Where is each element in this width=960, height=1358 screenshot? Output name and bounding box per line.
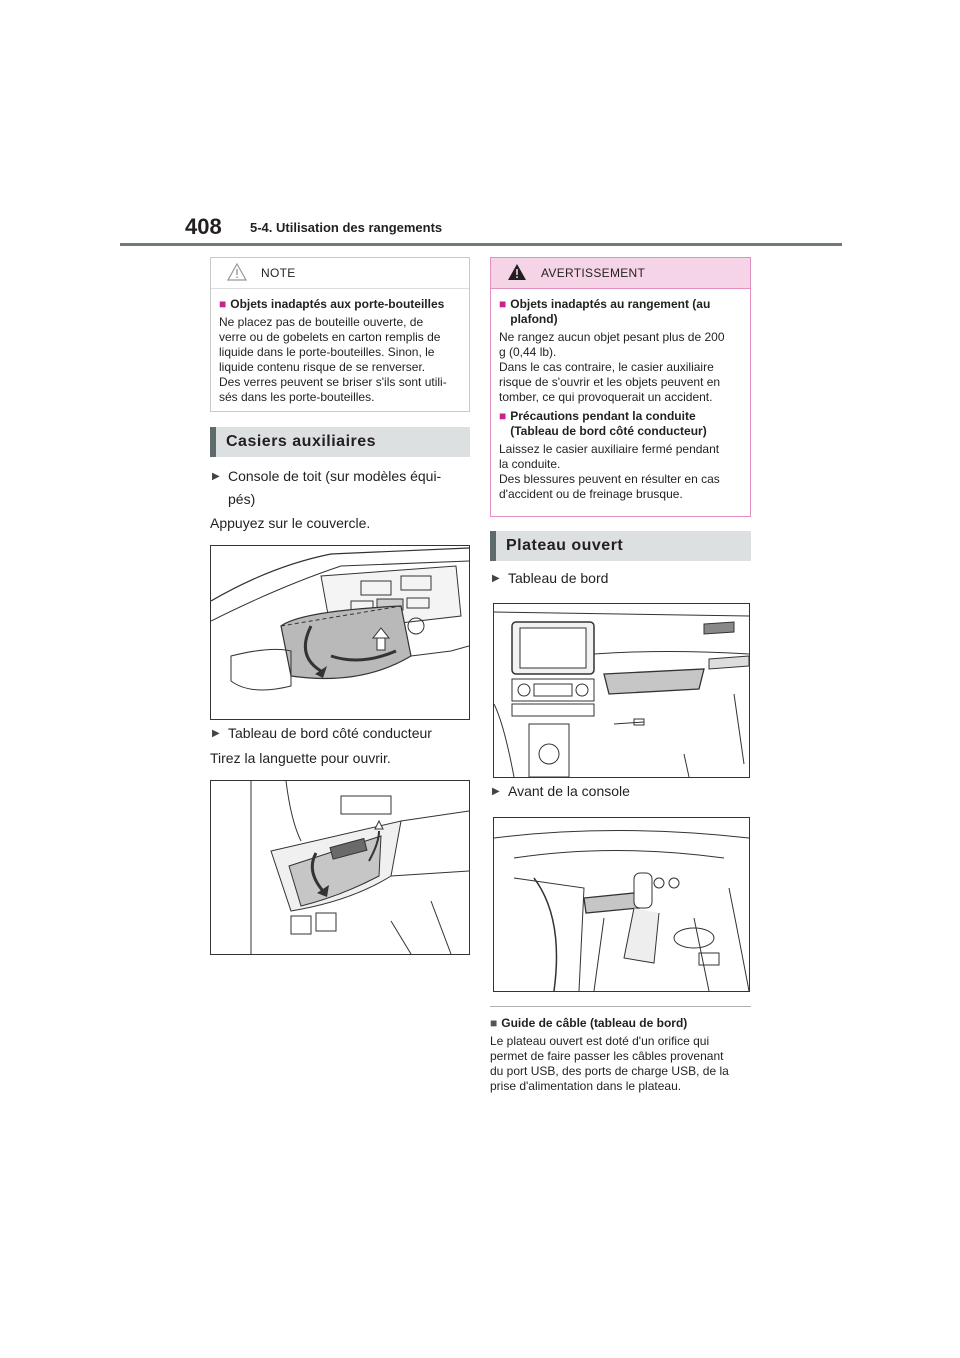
square-bullet-icon: ■ [499, 409, 507, 423]
warning-subheading-1: ■ Objets inadaptés au rangement (au plafond) [499, 297, 711, 326]
bullet-avant-console: ▶ Avant de la console [492, 780, 752, 803]
square-bullet-icon: ■ [490, 1016, 498, 1030]
driver-dashboard-illustration [211, 781, 469, 954]
divider [490, 1006, 751, 1007]
overhead-console-illustration [211, 546, 469, 719]
cable-guide-block [490, 1012, 755, 1094]
figure-dashboard-tray [493, 603, 750, 778]
triangle-bullet-icon: ▶ [212, 728, 220, 739]
figure-console-front-tray [493, 817, 750, 992]
warning-box [490, 257, 751, 517]
bullet-tableau-conducteur: ▶ Tableau de bord côté conducteur [212, 722, 472, 745]
triangle-bullet-icon: ▶ [212, 471, 220, 482]
square-bullet-icon: ■ [499, 297, 507, 311]
note-header [211, 258, 469, 289]
note-title: NOTE [261, 266, 296, 280]
note-subheading: ■ Objets inadaptés aux porte-bouteilles [219, 297, 445, 311]
warning-icon [507, 263, 527, 281]
warning-text-1: Ne rangez aucun objet pesant plus de 200 g (0,44 lb). Dans le cas contraire, le casier auxiliaire risque de s'ouvrir et les objets peuvent en tomber, ce qui provoquerait un accident. [499, 330, 725, 404]
bullet-tableau-de-bord: ▶ Tableau de bord [492, 567, 752, 590]
figure-overhead-console [210, 545, 470, 720]
cable-guide-text: Le plateau ouvert est doté d'un orifice qui permet de faire passer les câbles provenant du port USB, des ports de charge USB, de la prise d'alimentation dans le plateau. [490, 1034, 729, 1093]
figure-driver-side-dashboard [210, 780, 470, 955]
section-heading-casiers: Casiers auxiliaires [210, 427, 470, 457]
warning-subheading-2: ■ Précautions pendant la conduite (Tableau de bord côté conducteur) [499, 409, 707, 438]
triangle-bullet-icon: ▶ [492, 786, 500, 797]
instruction-appuyez: Appuyez sur le couvercle. [210, 515, 371, 531]
note-text: Ne placez pas de bouteille ouverte, de verre ou de gobelets en carton remplis de liquide dans le porte-bouteilles. Sinon, le liquide contenu risque de se renverser. Des verres peuvent se briser s'ils sont utili- sés dans les porte-bouteilles. [219, 315, 447, 404]
page-number: 408 [185, 214, 222, 239]
header-rule [120, 243, 842, 246]
dashboard-tray-illustration [494, 604, 749, 777]
instruction-tirez: Tirez la languette pour ouvrir. [210, 750, 391, 766]
console-front-tray-illustration [494, 818, 749, 991]
bullet-console-de-toit: ▶ Console de toit (sur modèles équi- pés) [212, 465, 472, 510]
section-heading-plateau: Plateau ouvert [490, 531, 751, 561]
section-title: 5-4. Utilisation des rangements [250, 220, 443, 235]
caution-icon [227, 263, 247, 281]
warning-text-2: Laissez le casier auxiliaire fermé pendant la conduite. Des blessures peuvent en résulter en cas d'accident ou de freinage brusque. [499, 442, 720, 501]
cable-guide-heading: ■ Guide de câble (tableau de bord) [490, 1016, 688, 1030]
triangle-bullet-icon: ▶ [492, 573, 500, 584]
note-box [210, 257, 470, 412]
square-bullet-icon: ■ [219, 297, 227, 311]
warning-title: AVERTISSEMENT [541, 266, 646, 280]
warning-header [491, 258, 750, 289]
